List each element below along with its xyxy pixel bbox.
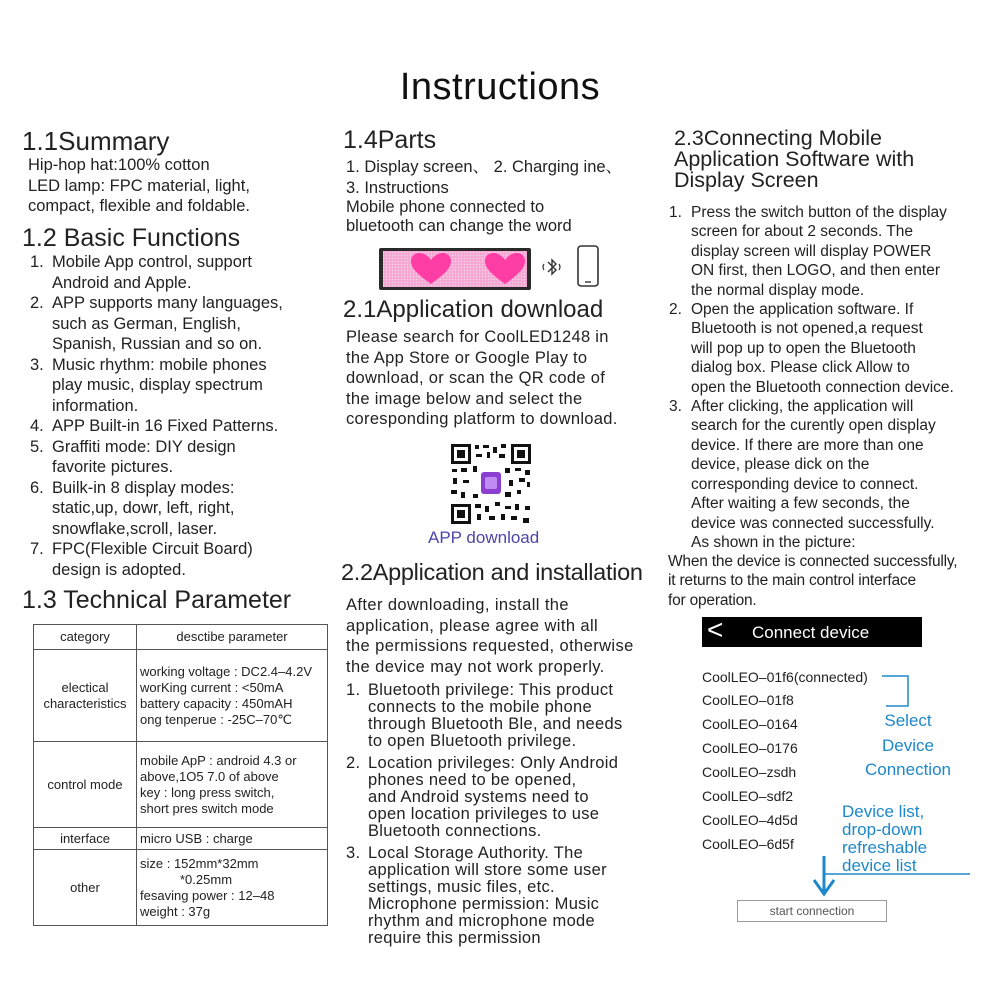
- list-item: [669, 397, 991, 552]
- list-line: favorite pictures.: [52, 458, 174, 476]
- bluetooth-icon: [541, 256, 563, 283]
- list-item: [30, 416, 340, 437]
- list-line: the normal display mode.: [691, 281, 865, 299]
- list-line: Mobile App control, support: [52, 253, 252, 271]
- list-number: 5.: [30, 437, 44, 456]
- connect-tail: When the device is connected successfully, it returns to the main control interface for operation.: [668, 553, 958, 609]
- list-line: Open the application software. If: [691, 301, 914, 319]
- list-line: application will store some user: [368, 861, 607, 879]
- list-line: design is adopted.: [52, 560, 186, 579]
- device-item[interactable]: CoolLEO–0164: [702, 716, 798, 732]
- install-heading: 2.2Application and installation: [341, 559, 643, 585]
- list-line: Bluetooth is not opened,a request: [691, 320, 923, 338]
- list-number: 1.: [346, 681, 361, 699]
- list-line: screen for about 2 seconds. The: [691, 223, 914, 241]
- list-line: Location privileges: Only Android: [368, 754, 619, 772]
- table-row: other size : 152mm*32mm *0.25mm fesaving power : 12–48 weight : 37g: [34, 850, 328, 926]
- list-line: corresponding device to connect.: [691, 475, 919, 493]
- list-line: open location privileges to use: [368, 805, 600, 823]
- screen-title: Connect device: [752, 623, 870, 642]
- list-line: device was connected successfully.: [691, 514, 935, 532]
- list-line: display screen will display POWER: [691, 242, 932, 260]
- list-item: [30, 478, 340, 540]
- start-connection-button[interactable]: start connection: [737, 900, 887, 922]
- list-line: will pop up to open the Bluetooth: [691, 339, 916, 357]
- list-line: Bluetooth privilege: This product: [368, 681, 614, 699]
- qr-code-image[interactable]: [449, 442, 533, 531]
- device-item[interactable]: CoolLEO–4d5d: [702, 812, 798, 828]
- list-number: 2.: [30, 294, 44, 312]
- basic-functions-list: [30, 252, 340, 580]
- list-line: phones need to be opened,: [368, 771, 577, 789]
- list-line: dialog box. Please click Allow to: [691, 359, 910, 377]
- list-line: rhythm and microphone mode: [368, 912, 595, 930]
- list-line: device, please dick on the: [691, 456, 870, 474]
- list-line: and Android systems need to: [368, 788, 589, 806]
- list-item: [30, 437, 340, 478]
- table-header-param: desctibe parameter: [137, 625, 328, 650]
- list-line: Music rhythm: mobile phones: [52, 355, 267, 374]
- list-number: 4.: [30, 417, 44, 435]
- list-number: 3.: [30, 355, 44, 374]
- tech-parameter-heading: 1.3 Technical Parameter: [22, 586, 292, 614]
- download-heading: 2.1Application download: [343, 296, 604, 323]
- list-item: [30, 293, 340, 355]
- connect-device-header: [702, 614, 922, 647]
- list-line: search for the curently open display: [691, 417, 936, 435]
- list-item: [346, 755, 666, 840]
- list-item: [669, 203, 991, 300]
- list-item: [669, 300, 991, 397]
- device-item[interactable]: CoolLEO–6d5f: [702, 836, 794, 852]
- list-line: Bluetooth connections.: [368, 822, 542, 840]
- install-intro: After downloading, install the application, please agree with all the permissions requested, otherwise the device may not work properly.: [346, 596, 634, 676]
- list-line: connects to the mobile phone: [368, 698, 592, 716]
- summary-heading: 1.1Summary: [22, 126, 170, 156]
- device-list-note: Device list, drop-down refreshable device list: [842, 802, 928, 875]
- list-number: 1.: [30, 253, 44, 271]
- list-line: Local Storage Authority. The: [368, 844, 584, 862]
- list-line: snowflake,scroll, laser.: [52, 519, 218, 538]
- device-item[interactable]: CoolLEO–sdf2: [702, 788, 794, 804]
- list-line: play music, display spectrum: [52, 376, 263, 394]
- basic-functions-heading: 1.2 Basic Functions: [22, 224, 241, 252]
- list-line: Graffiti mode: DIY design: [52, 437, 236, 456]
- list-line: FPC(Flexible Circuit Board): [52, 540, 253, 558]
- list-line: through Bluetooth Ble, and needs: [368, 715, 623, 733]
- list-number: 3.: [669, 398, 682, 416]
- summary-text: Hip-hop hat:100% cotton LED lamp: FPC material, light, compact, flexible and foldable.: [28, 156, 250, 215]
- list-number: 6.: [30, 478, 44, 497]
- device-item[interactable]: CoolLEO–01f8: [702, 692, 794, 708]
- list-line: static,up, dowr, left, right,: [52, 499, 235, 517]
- list-line: APP Built-in 16 Fixed Patterns.: [52, 417, 279, 435]
- list-item: [30, 252, 340, 293]
- list-line: settings, music files, etc.: [368, 878, 555, 896]
- list-line: As shown in the picture:: [691, 533, 856, 551]
- list-line: such as German, English,: [52, 314, 241, 333]
- list-item: [30, 355, 340, 417]
- back-icon[interactable]: <: [707, 614, 724, 645]
- table-row: control mode mobile ApP : android 4.3 or above,1O5 7.0 of above key : long press switch, short pres switch mode: [34, 742, 328, 828]
- list-number: 1.: [669, 204, 682, 221]
- list-item: [30, 539, 340, 580]
- list-line: information.: [52, 396, 139, 415]
- list-line: require this permission: [368, 929, 541, 947]
- parts-heading: 1.4Parts: [343, 126, 437, 154]
- list-line: device. If there are more than one: [691, 436, 924, 454]
- list-line: APP supports many languages,: [52, 294, 283, 312]
- list-line: Android and Apple.: [52, 273, 192, 292]
- download-text: Please search for CoolLED1248 in the App Store or Google Play to download, or scan the QR code of the image below and select the coresponding platform to download.: [346, 328, 618, 428]
- list-item: [346, 682, 666, 750]
- list-item: [346, 845, 666, 947]
- led-display-image: [379, 248, 531, 290]
- list-number: 2.: [346, 754, 361, 772]
- table-row: electical characteristics working voltage : DC2.4–4.2V worKing current : <50mA battery capacity : 450mAH ong tenperue : -25C–70℃: [34, 650, 328, 742]
- page-title: Instructions: [399, 66, 601, 108]
- list-number: 3.: [346, 844, 361, 862]
- device-item-connected[interactable]: CoolLEO–01f6(connected): [702, 669, 868, 685]
- table-header-category: category: [34, 625, 137, 650]
- install-list: [346, 682, 666, 947]
- connect-heading: 2.3Connecting Mobile Application Software with Display Screen: [674, 126, 915, 192]
- connect-list: [669, 203, 991, 552]
- list-line: Press the switch button of the display: [691, 204, 947, 221]
- list-number: 7.: [30, 540, 44, 558]
- tech-parameter-table: [33, 624, 328, 926]
- list-line: Microphone permission: Music: [368, 895, 600, 913]
- device-item[interactable]: CoolLEO–zsdh: [702, 764, 797, 780]
- parts-list: 1. Display screen、 2. Charging ine、 3. Instructions: [346, 158, 623, 197]
- list-line: After waiting a few seconds, the: [691, 495, 910, 513]
- list-number: 2.: [669, 301, 682, 319]
- device-item[interactable]: CoolLEO–0176: [702, 740, 798, 756]
- list-line: open the Bluetooth connection device.: [691, 378, 954, 396]
- select-device-note: Select Device Connection: [864, 711, 951, 779]
- phone-icon: [576, 244, 600, 293]
- app-download-label: APP download: [428, 528, 540, 547]
- list-line: to open Bluetooth privilege.: [368, 732, 577, 750]
- list-line: Spanish, Russian and so on.: [52, 335, 263, 353]
- list-line: ON first, then LOGO, and then enter: [691, 262, 940, 280]
- parts-caption: Mobile phone connected to bluetooth can change the word: [346, 198, 572, 235]
- list-line: After clicking, the application will: [691, 398, 914, 416]
- list-line: Builk-in 8 display modes:: [52, 478, 235, 497]
- table-row: interface micro USB : charge: [34, 828, 328, 850]
